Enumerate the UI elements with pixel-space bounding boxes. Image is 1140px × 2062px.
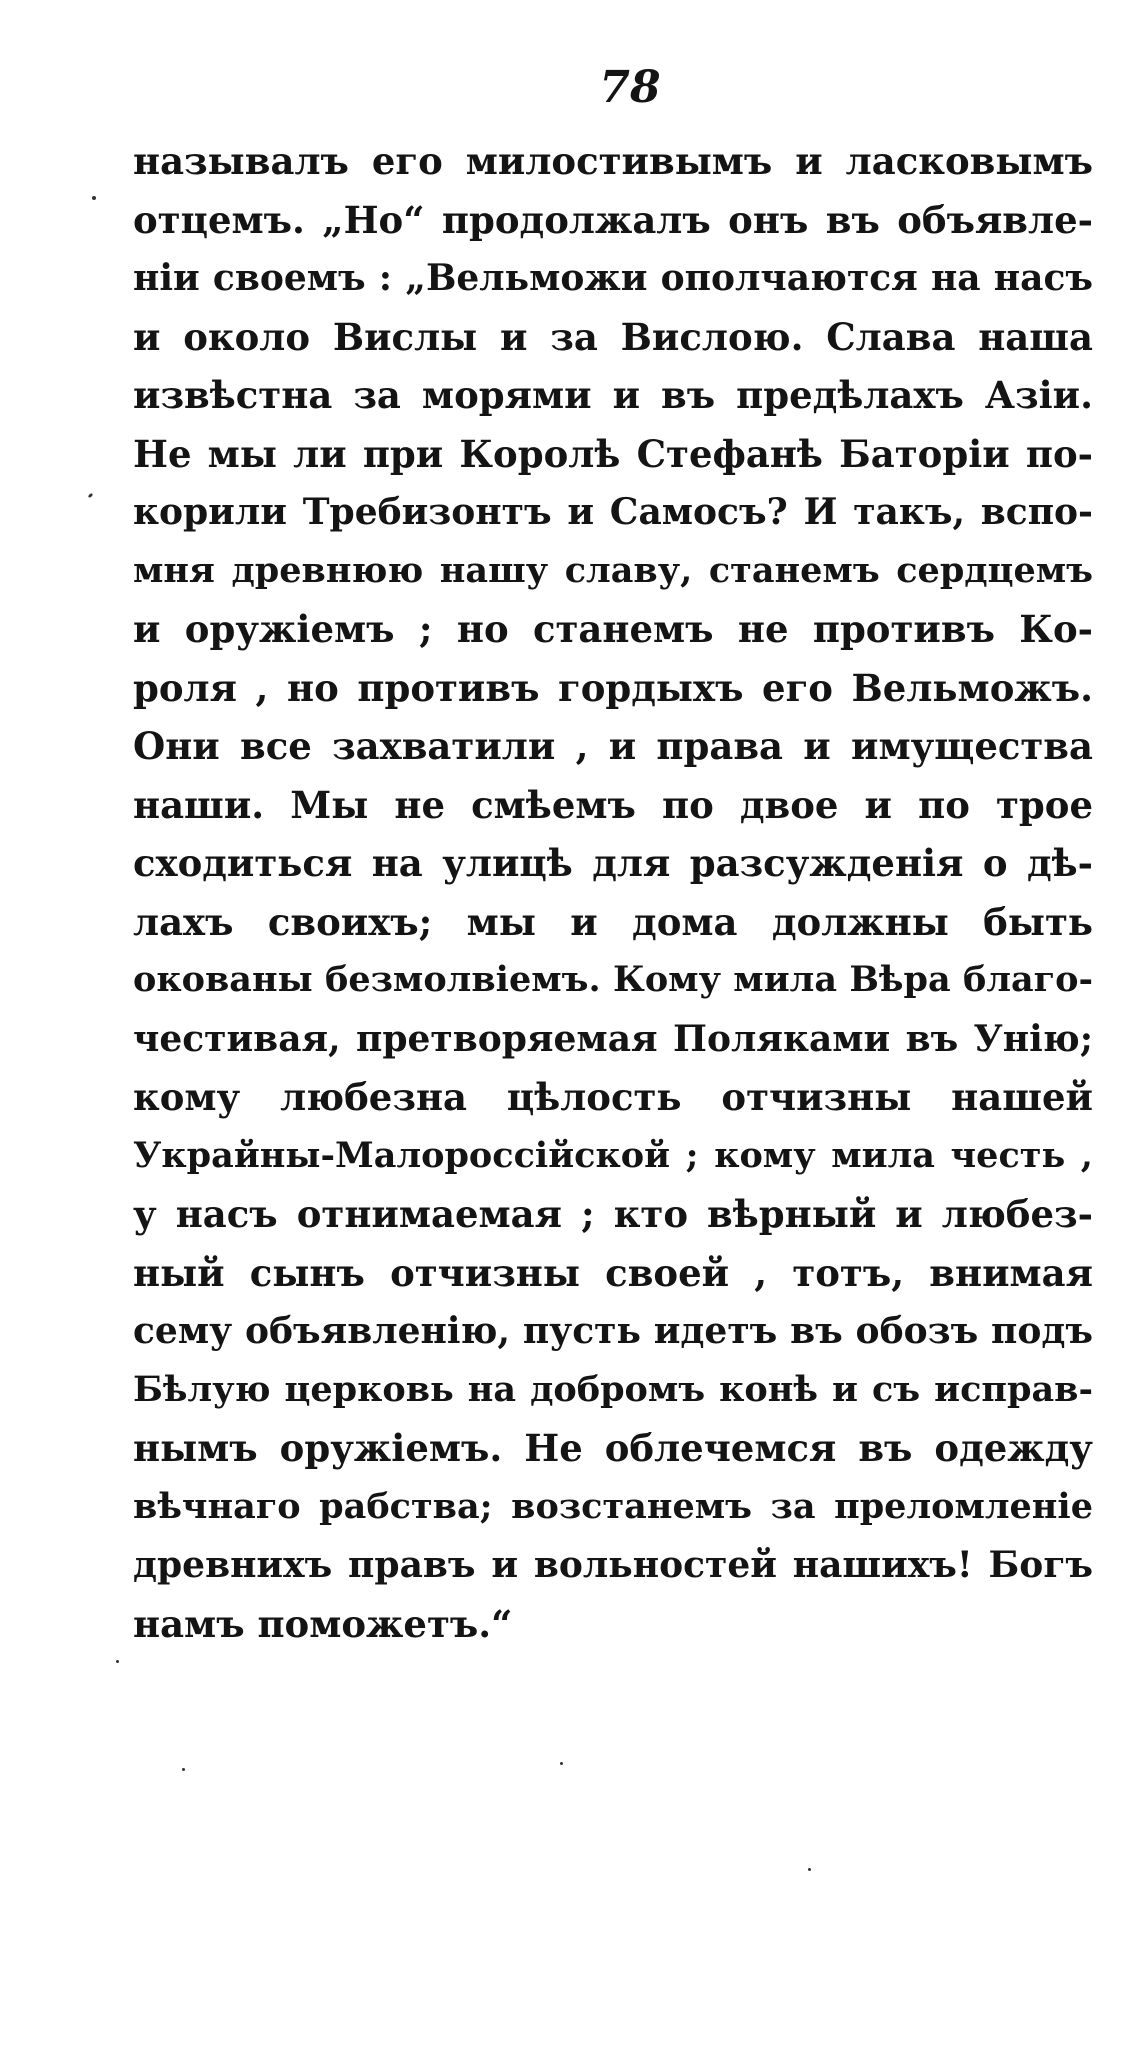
text-line: сходиться на улицѣ для разсужденія о дѣ-: [133, 841, 1093, 885]
page-number: 78: [599, 62, 661, 113]
text-line: называлъ его милостивымъ и ласковымъ: [133, 139, 1093, 183]
text-line: ный сынъ отчизны своей , тотъ, внимая: [133, 1250, 1093, 1295]
text-line: древнихъ правъ и вольностей нашихъ! Богъ: [133, 1544, 1093, 1586]
text-line: Украйны-Малороссійской ; кому мила честь ,: [133, 1134, 1093, 1176]
text-line: ніи своемъ : „Вельможи ополчаются на насъ: [133, 257, 1093, 299]
text-line: отцемъ. „Но“ продолжалъ онъ въ объявле-: [133, 197, 1093, 242]
text-line: честивая, претворяемая Поляками въ Унію;: [133, 1017, 1093, 1060]
text-line: корили Требизонтъ и Самосъ? И такъ, вспо-: [133, 491, 1093, 533]
text-line: вѣчнаго рабства; возстанемъ за преломленіе: [133, 1485, 1093, 1527]
text-line: и оружіемъ ; но станемъ не противъ Ко-: [133, 607, 1093, 651]
text-line: мня древнюю нашу славу, станемъ сердцемъ: [133, 549, 1093, 591]
text-line: намъ поможетъ.“: [133, 1601, 513, 1646]
scan-speck: [92, 196, 96, 200]
scan-speck: [808, 1868, 811, 1871]
text-line: кому любезна цѣлость отчизны нашей: [133, 1075, 1093, 1119]
text-line: Бѣлую церковь на добромъ конѣ и съ исправ-: [133, 1368, 1093, 1410]
text-line: Они все захватили , и права и имущества: [133, 724, 1093, 768]
scan-speck: [182, 1768, 185, 1771]
text-line: окованы безмолвіемъ. Кому мила Вѣра благо-: [133, 959, 1093, 1000]
text-line: у насъ отнимаемая ; кто вѣрный и любез-: [133, 1192, 1093, 1236]
text-line: роля , но противъ гордыхъ его Вельможъ.: [133, 665, 1093, 710]
text-line: сему объявленію, пусть идетъ въ обозъ подъ: [133, 1310, 1093, 1352]
text-line: Не мы ли при Королѣ Стефанѣ Баторіи по-: [133, 431, 1093, 476]
text-line: извѣстна за морями и въ предѣлахъ Азіи.: [133, 373, 1093, 417]
scan-speck: [88, 493, 94, 499]
text-line: лахъ своихъ; мы и дома должны быть: [133, 899, 1093, 944]
text-line: и около Вислы и за Вислою. Слава наша: [133, 314, 1093, 359]
body-text: [133, 132, 1093, 1653]
scan-speck: [560, 1762, 563, 1765]
text-line: нымъ оружіемъ. Не облечемся въ одежду: [133, 1426, 1093, 1470]
scan-speck: [116, 1660, 119, 1663]
text-line: наши. Мы не смѣемъ по двое и по трое: [133, 782, 1093, 827]
